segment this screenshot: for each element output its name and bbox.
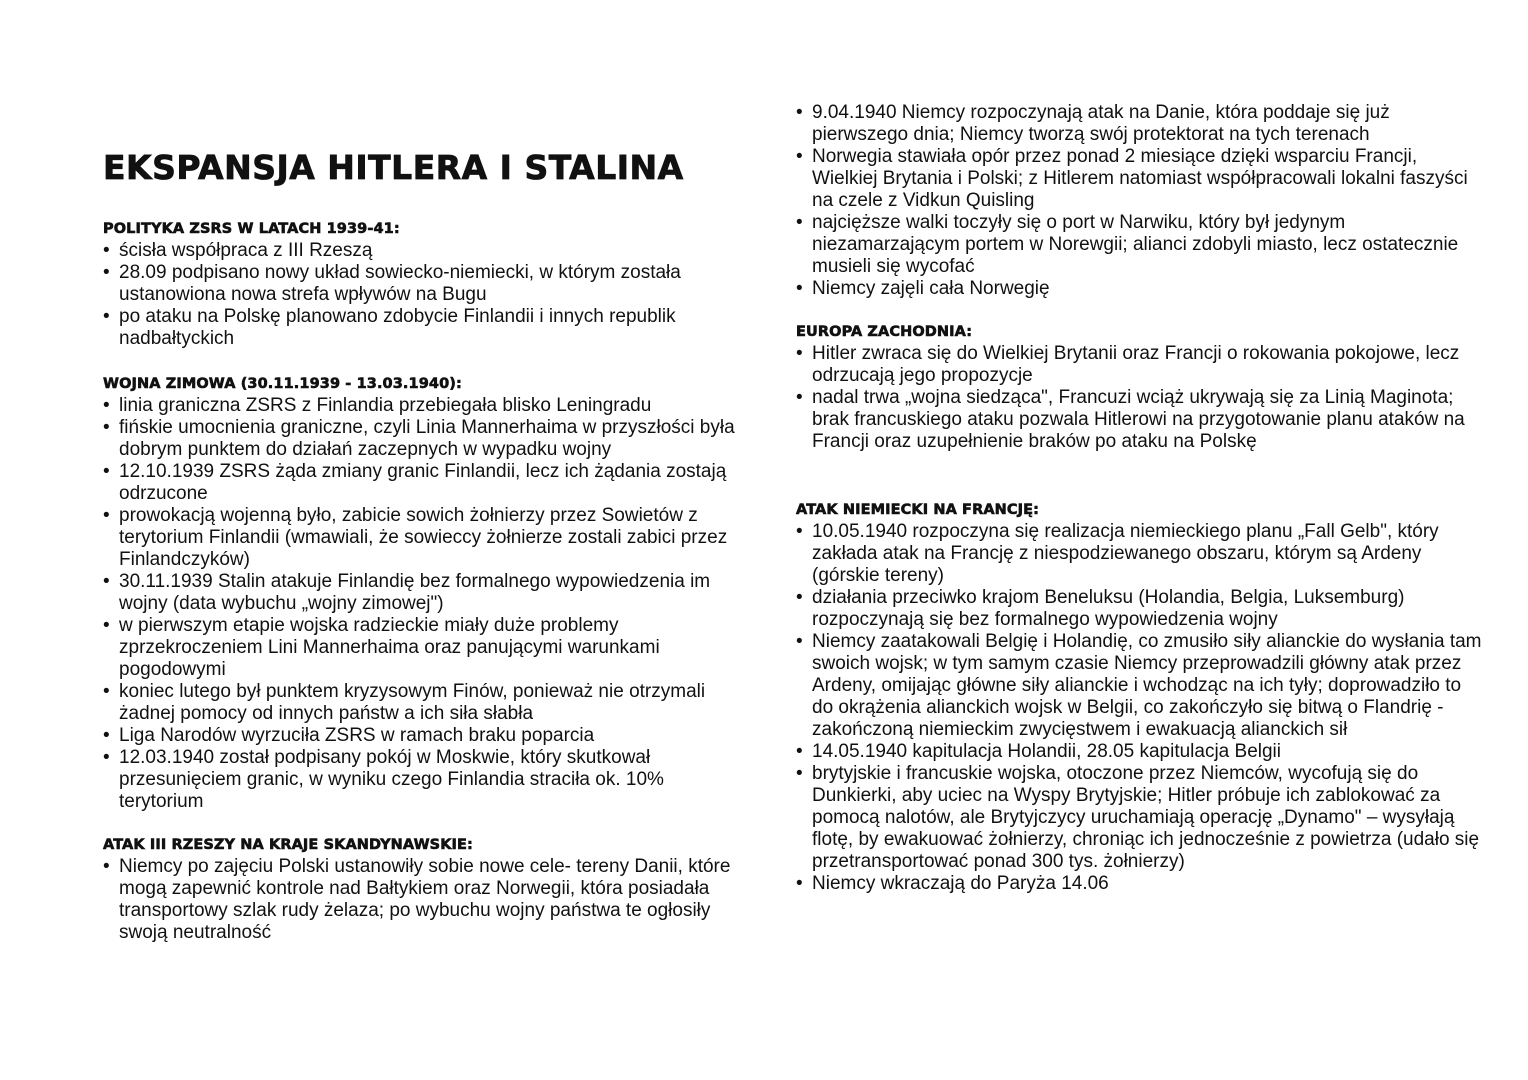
bullet-icon: • [796, 763, 803, 784]
bullet-icon: • [796, 146, 803, 167]
bullet-icon: • [103, 461, 110, 482]
bullet-icon: • [103, 417, 110, 438]
bullet-icon: • [796, 587, 803, 608]
list-item: • działania przeciwko krajom Beneluksu (Holandia, Belgia, Luksemburg) rozpoczynają się bez formalnego wypowiedzenia wojny [796, 587, 1405, 630]
page-title: EKSPANSJA HITLERA I STALINA [103, 148, 684, 187]
list-item: • 12.10.1939 ZSRS żąda zmiany granic Finlandii, lecz ich żądania zostają odrzucone [103, 461, 727, 504]
list-item: • ścisła współpraca z III Rzeszą [103, 240, 373, 261]
section-heading: EUROPA ZACHODNIA: [796, 324, 973, 340]
section-scandinavia-continued [796, 102, 1486, 300]
section-heading: WOJNA ZIMOWA (30.11.1939 - 13.03.1940): [103, 376, 462, 392]
list-item: • 14.05.1940 kapitulacja Holandii, 28.05 kapitulacja Belgii [796, 741, 1281, 762]
list-item: • 12.03.1940 został podpisany pokój w Moskwie, który skutkował przesunięciem granic, w wyniku czego Finlandia straciła ok. 10% terytorium [103, 747, 664, 812]
bullet-icon: • [796, 873, 803, 894]
section-scandinavia-attack [103, 835, 743, 944]
bullet-icon: • [103, 681, 110, 702]
bullet-icon: • [103, 505, 110, 526]
section-heading: ATAK III RZESZY NA KRAJE SKANDYNAWSKIE: [103, 837, 473, 853]
section-western-europe [796, 322, 1486, 453]
list-item: • Niemcy zajęli cała Norwegię [796, 278, 1050, 299]
bullet-list [796, 521, 1486, 895]
list-item: • linia graniczna ZSRS z Finlandia przebiegała blisko Leningradu [103, 395, 652, 416]
list-item: • Hitler zwraca się do Wielkiej Brytanii oraz Francji o rokowania pokojowe, lecz odrzucają jego propozycje [796, 343, 1460, 386]
list-item: • 28.09 podpisano nowy układ sowiecko-niemiecki, w którym została ustanowiona nowa strefa wpływów na Bugu [103, 262, 681, 305]
bullet-icon: • [796, 631, 803, 652]
list-item: • nadal trwa „wojna siedząca", Francuzi wciąż ukrywają się za Linią Maginota; brak francuskiego ataku pozwala Hitlerowi na przygotowanie planu ataków na Francji oraz uzupełnienie braków po ataku na Polskę [796, 387, 1465, 452]
section-zsrs-policy [103, 219, 743, 350]
bullet-icon: • [103, 262, 110, 283]
list-item: • po ataku na Polskę planowano zdobycie Finlandii i innych republik nadbałtyckich [103, 306, 676, 349]
list-item: • Niemcy zaatakowali Belgię i Holandię, co zmusiło siły alianckie do wysłania tam swoich wojsk; w tym samym czasie Niemcy przeprowadzili główny atak przez Ardeny, omijając główne siły alianckie i wchodząc na ich tyły; doprowadziło to do okrążenia alianckich wojsk w Belgii, co zakończyło się bitwą o Flandrię - zakończoną niemieckim zwycięstwem i ewakuacją alianckich sił [796, 631, 1482, 740]
bullet-icon: • [796, 212, 803, 233]
bullet-list [103, 395, 743, 813]
section-france-attack [796, 500, 1486, 895]
bullet-icon: • [103, 395, 110, 416]
bullet-list [796, 102, 1486, 300]
list-item: • brytyjskie i francuskie wojska, otoczone przez Niemców, wycofują się do Dunkierki, aby uciec na Wyspy Brytyjskie; Hitler próbuje ich zablokować za pomocą nalotów, ale Brytyjczycy uruchamiają operację „Dynamo" – wysyłają flotę, by ewakuować żołnierzy, chroniąc ich jednocześnie z powietrza (udało się przetransportować ponad 300 tys. żołnierzy) [796, 763, 1480, 872]
bullet-icon: • [796, 387, 803, 408]
bullet-icon: • [103, 571, 110, 592]
list-item: • Niemcy po zajęciu Polski ustanowiły sobie nowe cele- tereny Danii, które mogą zapewnić kontrole nad Bałtykiem oraz Norwegii, która posiadała transportowy szlak rudy żelaza; po wybuchu wojny państwa te ogłosiły swoją neutralność [103, 856, 731, 943]
section-heading: ATAK NIEMIECKI NA FRANCJĘ: [796, 502, 1040, 518]
list-item: • 30.11.1939 Stalin atakuje Finlandię bez formalnego wypowiedzenia im wojny (data wybuchu „wojny zimowej") [103, 571, 711, 614]
bullet-icon: • [103, 615, 110, 636]
section-heading: POLITYKA ZSRS W LATACH 1939-41: [103, 221, 400, 237]
bullet-icon: • [796, 343, 803, 364]
list-item: • najcięższe walki toczyły się o port w Narwiku, który był jedynym niezamarzającym portem w Norewgii; alianci zdobyli miasto, lecz ostatecznie musieli się wycofać [796, 212, 1459, 277]
bullet-list [103, 856, 743, 944]
bullet-icon: • [796, 521, 803, 542]
bullet-list [103, 240, 743, 350]
list-item: • 9.04.1940 Niemcy rozpoczynają atak na Danie, która poddaje się już pierwszego dnia; Niemcy tworzą swój protektorat na tych terenach [796, 102, 1390, 145]
bullet-icon: • [103, 306, 110, 327]
list-item: • Norwegia stawiała opór przez ponad 2 miesiące dzięki wsparciu Francji, Wielkiej Brytania i Polski; z Hitlerem natomiast współpracowali lokalni faszyści na czele z Vidkun Quisling [796, 146, 1468, 211]
bullet-icon: • [103, 856, 110, 877]
section-winter-war [103, 374, 743, 813]
bullet-icon: • [796, 102, 803, 123]
list-item: • w pierwszym etapie wojska radzieckie miały duże problemy zprzekroczeniem Lini Mannerhaima oraz panującymi warunkami pogodowymi [103, 615, 660, 680]
bullet-list [796, 343, 1486, 453]
list-item: • Niemcy wkraczają do Paryża 14.06 [796, 873, 1109, 894]
list-item: • koniec lutego był punktem kryzysowym Finów, ponieważ nie otrzymali żadnej pomocy od innych państw a ich siła słabła [103, 681, 706, 724]
list-item: • fińskie umocnienia graniczne, czyli Linia Mannerhaima w przyszłości była dobrym punktem do działań zaczepnych w wypadku wojny [103, 417, 735, 460]
bullet-icon: • [103, 747, 110, 768]
list-item: • Liga Narodów wyrzuciła ZSRS w ramach braku poparcia [103, 725, 595, 746]
bullet-icon: • [796, 741, 803, 762]
bullet-icon: • [103, 240, 110, 261]
bullet-icon: • [796, 278, 803, 299]
list-item: • 10.05.1940 rozpoczyna się realizacja niemieckiego planu „Fall Gelb", który zakłada atak na Francję z niespodziewanego obszaru, którym są Ardeny (górskie tereny) [796, 521, 1439, 586]
list-item: • prowokacją wojenną było, zabicie sowich żołnierzy przez Sowietów z terytorium Finlandii (wmawiali, że sowieccy żołnierze zostali zabici przez Finlandczyków) [103, 505, 728, 570]
bullet-icon: • [103, 725, 110, 746]
